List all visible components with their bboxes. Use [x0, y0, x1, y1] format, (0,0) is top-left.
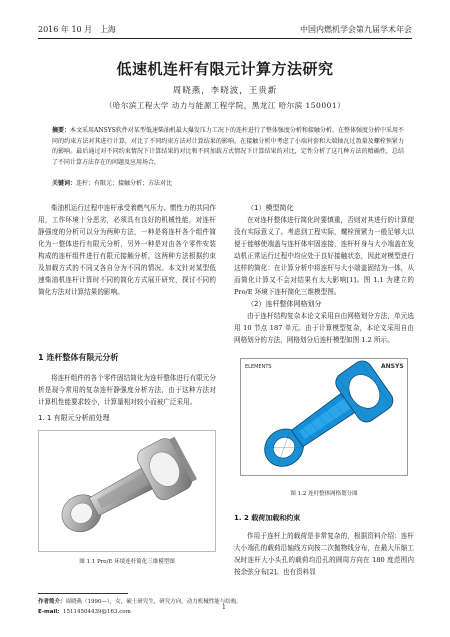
- section-1-paragraph: 将连杆组件的各个零件固结简化为连杆整体进行有限元分析是现今常用的复杂连杆静强度分析方法，由于这种方法对计算机性能要求较小，计算量相对较小而被广泛采用。: [38, 374, 216, 406]
- intro-paragraph: 柴油机运行过程中连杆承受着燃气压力、惯性力的共同作用，工作环境十分恶劣，必须具有良好的机械性能，对连杆静强度的分析可以分为两种方法，一种是将连杆各个组件简化为一整体进行有限元分析，另外一种是对由各个零件安装构成的连杆组件进行有限元接触分析，这两种方法根据约束及加载方式的不同又各自分为不同的情况。本文针对某型低速柴油机连杆计算时不同的简化方式展开研究，探讨不同的简化方法对计算结果的影响。: [38, 204, 216, 296]
- keywords-label: 关键词：: [52, 180, 77, 187]
- right-column-top: [234, 202, 414, 346]
- abstract-text: 本文采用ANSYS软件对某型低速柴油机最大爆发压力工况下的连杆进行了整体强度分析和接触分析。在整体强度分析中采用不同的约束方法对其进行计算，对比了不同约束方法对计算结果的影响。在接触分析中考虑了小端衬套和大端轴瓦过盈量及螺栓预紧力的影响。最后通过对不同约束情况下计算结果的对比和不同加载方式情况下计算结果的对比，定性分析了这几种方法的精确性，总结了不同计算方法存在的问题及应用场合。: [52, 127, 404, 166]
- item-2-paragraph: 由于连杆结构复杂本论文采用自由网格划分方法，单元选用 10 节点 187 单元。由于计算模型复杂，本论文采用自由网格划分的方法，网格划分后连杆模型如图 1.2 所示。: [234, 312, 414, 344]
- connecting-rod-3d-model-image: [39, 431, 217, 553]
- fig2-elements-label: ELEMENTS: [245, 364, 272, 370]
- author-footnote: [38, 597, 242, 617]
- abstract: [52, 126, 404, 168]
- left-column: [38, 202, 216, 298]
- header-date-city: [38, 24, 116, 35]
- item-1-heading: （1）模型简化: [247, 204, 294, 212]
- subsection-1-2-paragraph: 作用于连杆上的载荷是非常复杂的，根据资料介绍：连杆大小端孔的载荷沿轴线方向按二次抛物线分布，在最大压缩工况时连杆大小头孔的载荷均沿孔的圆周方向在 180 度范围内按余弦分布[2]。也有资料显: [234, 532, 414, 576]
- email-label: E-mail:: [38, 609, 60, 615]
- subsection-1-2-heading: 1. 2 载荷加载和约束: [234, 514, 301, 522]
- paper-title: 低速机连杆有限元计算方法研究: [116, 60, 334, 78]
- email-address: 15114504439@163.com: [62, 609, 131, 615]
- header-conference: 中国内燃机学会第九届学术年会: [300, 25, 412, 34]
- section-1-heading: 1 连杆整体有限元分析: [38, 353, 119, 362]
- fig2-ansys-logo: ANSYS: [381, 363, 404, 370]
- author-note-text: 周晓燕（1990—），女，硕士研究生，研究方向，动力机械性能与结构。: [65, 599, 242, 605]
- keywords-text: 连杆；有限元；接触分析；方法对比: [76, 180, 173, 187]
- paper-affiliation: （哈尔滨工程大学 动力与能源工程学院，黑龙江 哈尔滨 150001）: [104, 101, 346, 110]
- item-2-heading: （2）连杆整体网格划分: [247, 300, 322, 308]
- figure-1-2-caption: 图 1.2 连杆整体网格划分图: [290, 491, 358, 497]
- footnote-rule: [38, 593, 128, 594]
- mesh-model-image: [241, 359, 409, 477]
- paper-authors: 周晓燕，李晓波，王贵新: [172, 86, 278, 96]
- header-date: 2016 年 10 月: [38, 25, 93, 34]
- header-city: 上海: [99, 25, 116, 34]
- item-1-paragraph: 在对连杆整体进行简化时要慎重，否则对其进行的计算便没有实际意义了。考虑到工程实际，螺栓预紧力一般足够大以便于能够使端盖与连杆体牢固连接，连杆杆身与大小端盖在发动机正常运行过程中均应处于良好接触状态，因此对模型进行这样的简化：在计算分析中将连杆与大小端盖固结为一体，从而简化计算又不会对结果有太大影响[1]。图 1.1 为建立的 Pro/E 环境下连杆简化三维模型图。: [234, 216, 414, 296]
- abstract-label: 摘要：: [52, 127, 71, 134]
- right-column-bottom: [234, 530, 414, 578]
- keywords: [52, 178, 404, 187]
- running-header: [38, 24, 412, 38]
- figure-1-2: [240, 358, 408, 476]
- section-1-text-block: [38, 372, 216, 408]
- page-number: 1: [222, 604, 226, 611]
- figure-1-1-caption: 图 1.1 Pro/E 环境连杆简化三维模型图: [79, 559, 175, 565]
- figure-1-1: [38, 430, 216, 552]
- author-note-label: 作者简介：: [38, 599, 66, 605]
- subsection-1-1-heading: 1. 1 有限元分析前处理: [38, 414, 110, 422]
- header-rule: [38, 38, 412, 39]
